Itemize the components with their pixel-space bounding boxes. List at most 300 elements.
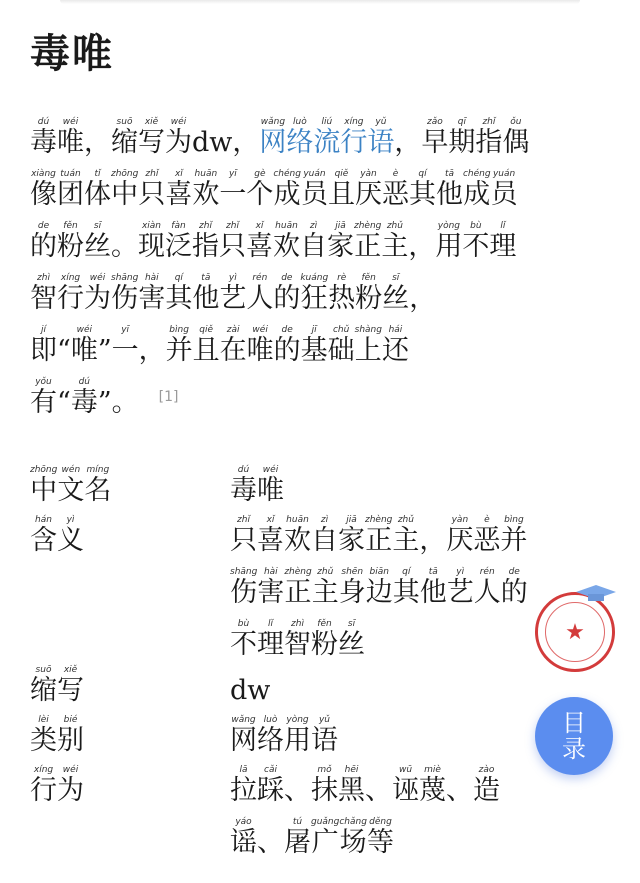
hanzi-char [420, 567, 447, 608]
hanzi-char [30, 117, 57, 158]
hanzi-glyph: 早 [421, 127, 449, 158]
hanzi-glyph: 义 [57, 525, 84, 556]
hanzi-glyph: 恶 [473, 525, 501, 556]
pinyin: luò [257, 715, 284, 725]
hanzi-glyph: 毒 [70, 387, 98, 418]
hanzi-glyph: 泛 [165, 231, 192, 262]
hanzi-glyph: 其 [408, 179, 436, 210]
pinyin [84, 117, 111, 127]
hanzi-glyph: 员 [490, 179, 518, 210]
hanzi-char [365, 765, 392, 806]
hanzi-char [30, 221, 57, 262]
pinyin: wéi [165, 117, 192, 127]
hanzi-glyph: 成 [273, 179, 301, 210]
pinyin: lèi [30, 715, 57, 725]
hanzi-char [192, 273, 219, 314]
hanzi-char [392, 515, 419, 556]
hanzi-char [84, 273, 111, 314]
pinyin: wén [57, 465, 85, 475]
pinyin: yáo [230, 817, 257, 827]
pinyin: wéi [257, 465, 284, 475]
pinyin: shāng [111, 273, 139, 283]
hanzi-char [382, 325, 409, 366]
pinyin: xǐ [165, 169, 193, 179]
hanzi-char [84, 465, 111, 506]
hanzi-glyph: 不 [462, 231, 490, 262]
pinyin: tú [284, 817, 311, 827]
hanzi-char [30, 515, 57, 556]
pinyin: xíng [340, 117, 368, 127]
hanzi-glyph: 流 [313, 127, 341, 158]
toc-button[interactable] [535, 697, 613, 775]
hanzi-glyph: 丝 [338, 629, 365, 660]
hanzi-glyph: 只 [230, 525, 257, 556]
hanzi-char [339, 817, 367, 858]
hanzi-char [30, 465, 57, 506]
hanzi-char[interactable] [367, 117, 394, 158]
hanzi-glyph: 艺 [446, 577, 474, 608]
hanzi-char [300, 221, 327, 262]
hanzi-char [257, 567, 284, 608]
hanzi-char [165, 273, 192, 314]
hanzi-glyph: 一 [111, 335, 139, 366]
hanzi-glyph: 自 [300, 231, 327, 262]
hanzi-glyph: 丝 [382, 283, 410, 314]
hanzi-glyph: dw [192, 127, 233, 158]
hanzi-glyph: “ [57, 387, 71, 418]
hanzi-char [338, 515, 365, 556]
hanzi-glyph: 并 [500, 525, 528, 556]
pinyin: hēi [338, 765, 365, 775]
hanzi-char [284, 715, 311, 756]
hanzi-char [230, 465, 257, 506]
hanzi-char[interactable] [313, 117, 340, 158]
pinyin: zhōng [111, 169, 139, 179]
pinyin: sī [382, 273, 410, 283]
pinyin [257, 817, 284, 827]
hanzi-glyph: 场 [339, 827, 367, 858]
hanzi-glyph: 粉 [311, 629, 338, 660]
pinyin: míng [84, 465, 112, 475]
info-label [30, 754, 84, 806]
hanzi-char [392, 765, 419, 806]
pinyin: jī [300, 325, 328, 335]
hanzi-glyph: ， [232, 127, 260, 158]
pinyin: rè [328, 273, 356, 283]
hanzi-glyph: 现 [138, 231, 165, 262]
hanzi-glyph: ” [97, 335, 112, 366]
pinyin: wéi [246, 325, 274, 335]
hanzi-glyph: 伤 [230, 577, 258, 608]
pinyin [409, 273, 436, 283]
hanzi-char [273, 221, 300, 262]
hanzi-char [354, 221, 381, 262]
hanzi-glyph: 成 [463, 179, 491, 210]
hanzi-glyph: 主 [381, 231, 409, 262]
hanzi-char [57, 169, 84, 210]
hanzi-glyph: 造 [473, 775, 500, 806]
hanzi-char [57, 221, 84, 262]
page-title: 毒唯 [30, 30, 114, 77]
hanzi-char [111, 221, 138, 262]
hanzi-glyph: 指 [475, 127, 503, 158]
hanzi-char [463, 169, 491, 210]
pinyin: de [273, 325, 301, 335]
hanzi-char[interactable] [340, 117, 367, 158]
hanzi-glyph: 用 [284, 725, 311, 756]
hanzi-char [284, 515, 311, 556]
hanzi-glyph: 写 [138, 127, 165, 158]
pinyin: tā [435, 169, 463, 179]
pinyin: miè [419, 765, 446, 775]
pinyin: jí [30, 325, 57, 335]
hanzi-char [111, 273, 138, 314]
hanzi-glyph: 并 [165, 335, 193, 366]
hanzi-char [57, 765, 84, 806]
hanzi-glyph: 他 [192, 283, 220, 314]
hanzi-glyph: 喜 [246, 231, 273, 262]
pinyin: è [473, 515, 501, 525]
pinyin: yǒu [30, 377, 57, 387]
hanzi-char [301, 325, 328, 366]
hanzi-glyph: 唯 [57, 127, 84, 158]
hanzi-glyph: 有 [30, 387, 57, 418]
hanzi-glyph: 员 [300, 179, 328, 210]
hanzi-char [311, 715, 338, 756]
pinyin: yuán [490, 169, 518, 179]
hanzi-char [273, 273, 300, 314]
hanzi-glyph: 欢 [273, 231, 300, 262]
paragraph-line [30, 210, 620, 262]
info-value [230, 454, 600, 506]
pinyin: hài [257, 567, 285, 577]
hanzi-char [473, 515, 500, 556]
pinyin: kuáng [300, 273, 329, 283]
hanzi-char [138, 273, 165, 314]
hanzi-char [30, 325, 57, 366]
hanzi-glyph: 毒 [230, 475, 257, 506]
pinyin: xíng [57, 273, 84, 283]
stamp-inner [545, 602, 605, 662]
pinyin: wéi [70, 325, 98, 335]
pinyin: shēn [338, 567, 366, 577]
hanzi-char [462, 221, 489, 262]
hanzi-char [339, 567, 366, 608]
pinyin [365, 765, 392, 775]
pinyin [57, 377, 71, 387]
hanzi-glyph: 一 [219, 179, 247, 210]
hanzi-glyph: 、 [446, 775, 473, 806]
hanzi-char [247, 325, 274, 366]
hanzi-glyph: 正 [284, 577, 312, 608]
hanzi-glyph: 还 [381, 335, 409, 366]
pinyin: lǐ [489, 221, 517, 231]
info-value-line [230, 556, 600, 608]
hanzi-char [257, 715, 284, 756]
hanzi-glyph: 拉 [230, 775, 257, 806]
info-label [30, 704, 84, 756]
hanzi-glyph: 语 [311, 725, 338, 756]
hanzi-glyph: 主 [311, 577, 339, 608]
hanzi-char [246, 221, 273, 262]
top-shadow [60, 0, 580, 4]
hanzi-glyph: 厌 [446, 525, 474, 556]
hanzi-glyph: 类 [30, 725, 57, 756]
pinyin: liú [313, 117, 341, 127]
hanzi-glyph: 期 [448, 127, 476, 158]
pinyin [232, 117, 259, 127]
pinyin: xiàn [138, 221, 165, 231]
hanzi-glyph: 别 [57, 725, 84, 756]
pinyin: lā [230, 765, 257, 775]
hanzi-char [230, 817, 257, 858]
hanzi-glyph: ， [84, 127, 111, 158]
hanzi-glyph: 害 [257, 577, 285, 608]
hanzi-char [409, 273, 436, 314]
hanzi-char [165, 169, 192, 210]
hanzi-char [257, 817, 284, 858]
hanzi-glyph: 体 [84, 179, 111, 210]
pinyin: zhōng [30, 465, 58, 475]
pinyin: qiě [192, 325, 220, 335]
hanzi-glyph: 人 [473, 577, 501, 608]
hanzi-glyph: 等 [366, 827, 394, 858]
hanzi-char [419, 765, 446, 806]
hanzi-char [230, 765, 257, 806]
hanzi-char [192, 169, 219, 210]
pinyin: de [30, 221, 57, 231]
pinyin: wū [392, 765, 419, 775]
pinyin: yī [111, 325, 139, 335]
hanzi-glyph: 恶 [381, 179, 409, 210]
hanzi-glyph: 在 [219, 335, 247, 366]
hanzi-glyph: 家 [327, 231, 354, 262]
pinyin: wǎng [230, 715, 257, 725]
hanzi-glyph: 欢 [192, 179, 220, 210]
pinyin: hài [138, 273, 166, 283]
pinyin: fěn [311, 619, 338, 629]
pinyin: tuán [57, 169, 84, 179]
hanzi-char [71, 325, 98, 366]
pinyin: yì [219, 273, 247, 283]
pinyin: děng [366, 817, 394, 827]
pinyin [57, 325, 71, 335]
hanzi-glyph: 其 [165, 283, 193, 314]
hanzi-char [446, 515, 473, 556]
hanzi-char [219, 273, 246, 314]
hanzi-glyph: 粉 [355, 283, 383, 314]
pinyin: xiě [57, 665, 84, 675]
hanzi-glyph: 中 [30, 475, 58, 506]
hanzi-glyph: 且 [192, 335, 220, 366]
hanzi-char [475, 117, 502, 158]
hanzi-char [246, 273, 273, 314]
pinyin: yì [446, 567, 474, 577]
pinyin [111, 221, 138, 231]
hanzi-glyph: dw [230, 675, 271, 706]
hanzi-glyph: 正 [365, 525, 393, 556]
hanzi-char [138, 117, 165, 158]
hanzi-char [139, 325, 166, 366]
pinyin: hán [30, 515, 57, 525]
hanzi-char [84, 117, 111, 158]
pinyin: zhèng [284, 567, 312, 577]
hanzi-glyph: 写 [57, 675, 84, 706]
pinyin: shāng [230, 567, 258, 577]
pinyin: suō [30, 665, 57, 675]
pinyin: bié [57, 715, 84, 725]
pinyin: yàn [354, 169, 382, 179]
hanzi-char [57, 117, 84, 158]
hanzi-char[interactable] [259, 117, 286, 158]
hanzi-char [57, 515, 84, 556]
pinyin: wéi [57, 117, 84, 127]
hanzi-glyph: 团 [57, 179, 84, 210]
hanzi-glyph: 名 [84, 475, 112, 506]
pinyin: chéng [462, 169, 491, 179]
hanzi-glyph: 伤 [111, 283, 139, 314]
hanzi-char [30, 377, 57, 418]
pinyin: zhǐ [138, 169, 166, 179]
pinyin: bù [230, 619, 257, 629]
hanzi-char [501, 567, 528, 608]
pinyin: zhǔ [381, 221, 409, 231]
hanzi-char [284, 817, 311, 858]
hanzi-char [98, 325, 112, 366]
hanzi-char [382, 273, 409, 314]
hanzi-char [57, 665, 84, 706]
pinyin: fàn [165, 221, 192, 231]
pinyin: tā [192, 273, 220, 283]
hanzi-glyph: 行 [30, 775, 57, 806]
toc-button-label: 目录 [562, 709, 586, 763]
pinyin [98, 325, 112, 335]
hanzi-char [192, 117, 232, 158]
hanzi-glyph: 主 [392, 525, 420, 556]
hanzi-glyph: 基 [300, 335, 328, 366]
pinyin: è [381, 169, 409, 179]
hanzi-glyph: 智 [30, 283, 57, 314]
hanzi-glyph: 边 [365, 577, 393, 608]
hanzi-char [257, 465, 284, 506]
pinyin: qí [408, 169, 436, 179]
hanzi-glyph: 个 [246, 179, 274, 210]
hanzi-char [30, 169, 57, 210]
hanzi-glyph: 欢 [284, 525, 311, 556]
pinyin: yì [57, 515, 84, 525]
hanzi-glyph: 唯 [257, 475, 284, 506]
hanzi-glyph: 。 [111, 387, 139, 418]
hanzi-glyph: 理 [257, 629, 284, 660]
pinyin: bìng [165, 325, 193, 335]
pinyin: zhèng [365, 515, 393, 525]
reference-link[interactable]: [1] [158, 389, 179, 405]
hanzi-char [311, 817, 339, 858]
hanzi-char [284, 765, 311, 806]
pinyin: wǎng [259, 117, 287, 127]
hanzi-char [328, 325, 355, 366]
hanzi-glyph: 上 [354, 335, 382, 366]
hanzi-glyph: 艺 [219, 283, 247, 314]
hanzi-char [409, 169, 436, 210]
hanzi-glyph: 含 [30, 525, 57, 556]
pinyin: wéi [57, 765, 84, 775]
hanzi-glyph: 偶 [502, 127, 530, 158]
hanzi-char [30, 765, 57, 806]
hanzi-glyph: 屠 [284, 827, 311, 858]
pinyin: yuán [300, 169, 328, 179]
hanzi-glyph: 厌 [354, 179, 382, 210]
hanzi-char [71, 377, 98, 418]
hanzi-glyph: ， [409, 283, 437, 314]
pinyin: de [273, 273, 301, 283]
hanzi-glyph: 的 [273, 335, 301, 366]
info-value-line [230, 504, 600, 556]
hanzi-char [393, 567, 420, 608]
pinyin: yǔ [311, 715, 338, 725]
hanzi-glyph: 诬 [392, 775, 419, 806]
hanzi-glyph: 踩 [257, 775, 284, 806]
hanzi-glyph: 黑 [338, 775, 365, 806]
hanzi-char [408, 221, 435, 262]
pinyin: qí [392, 567, 420, 577]
hanzi-char [355, 325, 382, 366]
hanzi-glyph: 网 [259, 127, 287, 158]
hanzi-char [365, 515, 392, 556]
hanzi-char [165, 117, 192, 158]
hanzi-char [84, 221, 111, 262]
hanzi-glyph: 像 [30, 179, 57, 210]
hanzi-char [138, 169, 165, 210]
info-label [30, 504, 84, 556]
pinyin: chǎng [339, 817, 367, 827]
hanzi-glyph: 行 [57, 283, 84, 314]
hanzi-glyph: 指 [192, 231, 219, 262]
hanzi-char [166, 325, 193, 366]
hanzi-glyph: 且 [327, 179, 355, 210]
info-value-line [230, 454, 600, 506]
hanzi-glyph: 的 [30, 231, 57, 262]
pinyin: zhì [30, 273, 57, 283]
pinyin: yòng [435, 221, 463, 231]
hanzi-char [57, 273, 84, 314]
pinyin: ǒu [502, 117, 530, 127]
hanzi-glyph: 身 [338, 577, 366, 608]
hanzi-char [112, 325, 139, 366]
hanzi-char[interactable] [286, 117, 313, 158]
hanzi-glyph: 人 [246, 283, 274, 314]
hanzi-char [57, 465, 84, 506]
hanzi-char [257, 515, 284, 556]
hanzi-char [219, 221, 246, 262]
pinyin: jiā [327, 221, 354, 231]
pinyin: huān [192, 169, 220, 179]
hanzi-char [301, 169, 328, 210]
hanzi-char [230, 515, 257, 556]
hanzi-glyph: 狂 [300, 283, 328, 314]
paragraph-line [30, 262, 620, 314]
hanzi-glyph: ， [408, 231, 436, 262]
pinyin: zhǐ [230, 515, 257, 525]
pinyin: xǐ [257, 515, 284, 525]
hanzi-char [448, 117, 475, 158]
pinyin: gè [246, 169, 274, 179]
pinyin: zào [473, 765, 500, 775]
hanzi-char [366, 567, 393, 608]
hanzi-char [381, 221, 408, 262]
hanzi-char [232, 117, 259, 158]
pinyin: tā [419, 567, 447, 577]
